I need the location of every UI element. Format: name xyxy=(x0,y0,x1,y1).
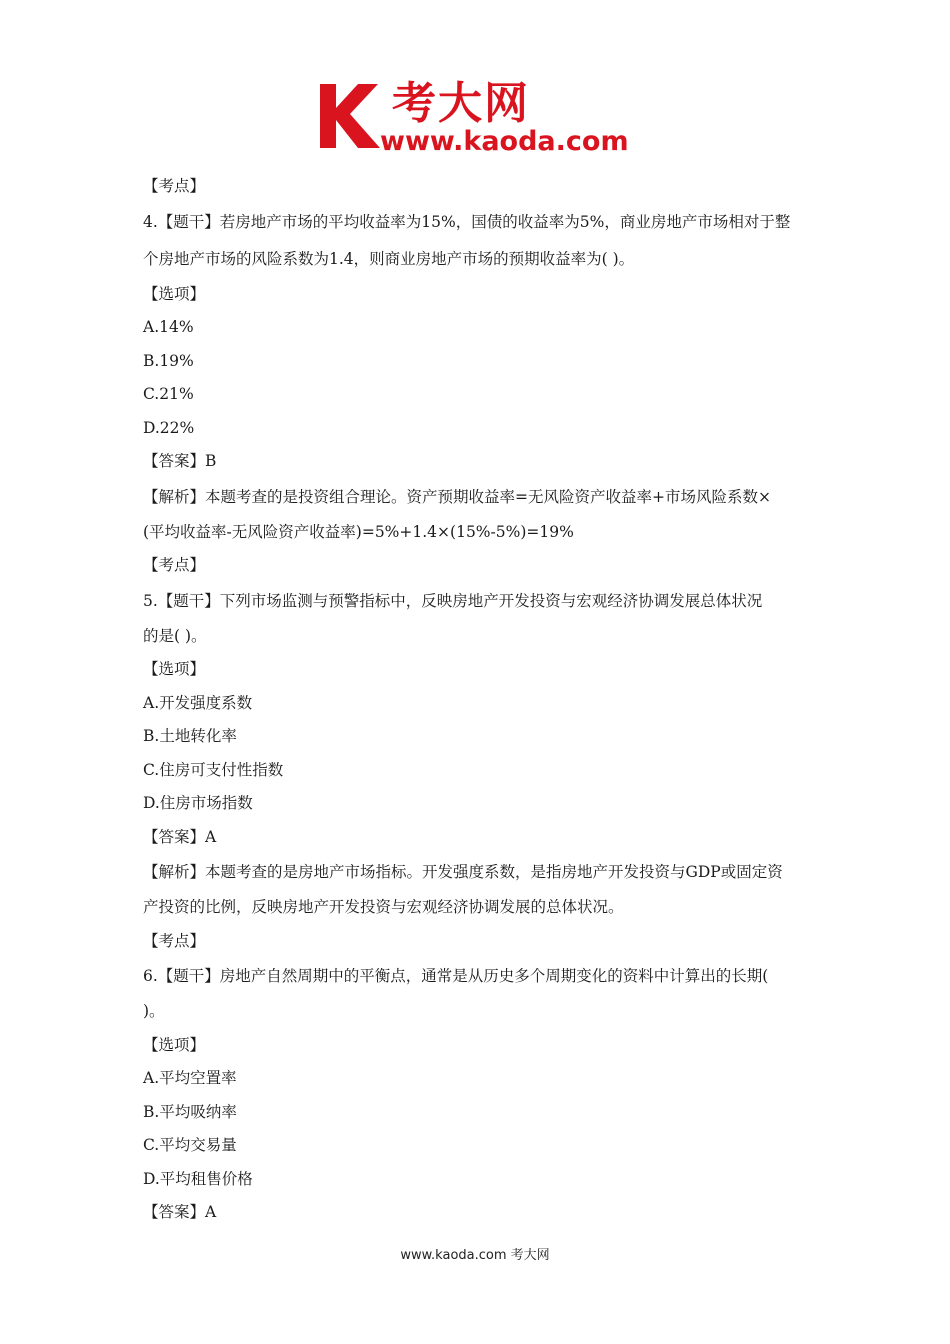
text-line: D.住房市场指数 xyxy=(143,794,253,812)
text-line: 【考点】 xyxy=(143,556,206,574)
text-line: C.平均交易量 xyxy=(143,1136,237,1154)
text-line: D.22% xyxy=(143,418,195,437)
text-line: 【答案】A xyxy=(143,1203,217,1221)
kaoda-logo xyxy=(318,78,648,160)
text-line: 【考点】 xyxy=(143,177,206,195)
text-line: 个房地产市场的风险系数为1.4，则商业房地产市场的预期收益率为( )。 xyxy=(143,249,635,268)
text-line: 【考点】 xyxy=(143,931,206,950)
text-line: 6.【题干】房地产自然周期中的平衡点，通常是从历史多个周期变化的资料中计算出的长期( xyxy=(143,967,769,985)
logo-url: www.kaoda.com xyxy=(380,126,629,157)
text-line: (平均收益率-无风险资产收益率)=5%+1.4×(15%-5%)=19% xyxy=(143,522,574,541)
logo-brand-cn: 考大网 xyxy=(392,78,530,129)
text-line: )。 xyxy=(143,1002,165,1020)
text-line: B.19% xyxy=(143,351,194,370)
page-footer: www.kaoda.com 考大网 xyxy=(400,1248,550,1263)
text-line: 【解析】本题考查的是房地产市场指标。开发强度系数，是指房地产开发投资与GDP或固定资 xyxy=(143,863,783,881)
text-line: 【选项】 xyxy=(143,660,206,678)
text-line: C.住房可支付性指数 xyxy=(143,760,284,779)
text-line: 【答案】A xyxy=(143,827,217,846)
text-line: C.21% xyxy=(143,385,194,403)
text-line: 5.【题干】下列市场监测与预警指标中，反映房地产开发投资与宏观经济协调发展总体状况 xyxy=(143,591,763,610)
text-line: 4.【题干】若房地产市场的平均收益率为15%，国债的收益率为5%，商业房地产市场相对于整 xyxy=(143,212,791,231)
text-line: A.14% xyxy=(143,318,194,336)
text-line: 的是( )。 xyxy=(143,626,207,645)
k-logo-icon xyxy=(318,78,388,150)
document-body xyxy=(143,170,813,1230)
text-line: 产投资的比例，反映房地产开发投资与宏观经济协调发展的总体状况。 xyxy=(143,898,624,916)
text-line: D.平均租售价格 xyxy=(143,1169,253,1188)
text-line: A.平均空置率 xyxy=(143,1069,237,1087)
text-line: B.土地转化率 xyxy=(143,727,237,745)
text-line: A.开发强度系数 xyxy=(143,693,253,712)
text-line: B.平均吸纳率 xyxy=(143,1102,237,1121)
text-line: 【选项】 xyxy=(143,1035,206,1054)
text-line: 【答案】B xyxy=(143,452,217,470)
text-line: 【选项】 xyxy=(143,284,206,303)
text-line: 【解析】本题考查的是投资组合理论。资产预期收益率=无风险资产收益率+市场风险系数× xyxy=(143,487,771,506)
